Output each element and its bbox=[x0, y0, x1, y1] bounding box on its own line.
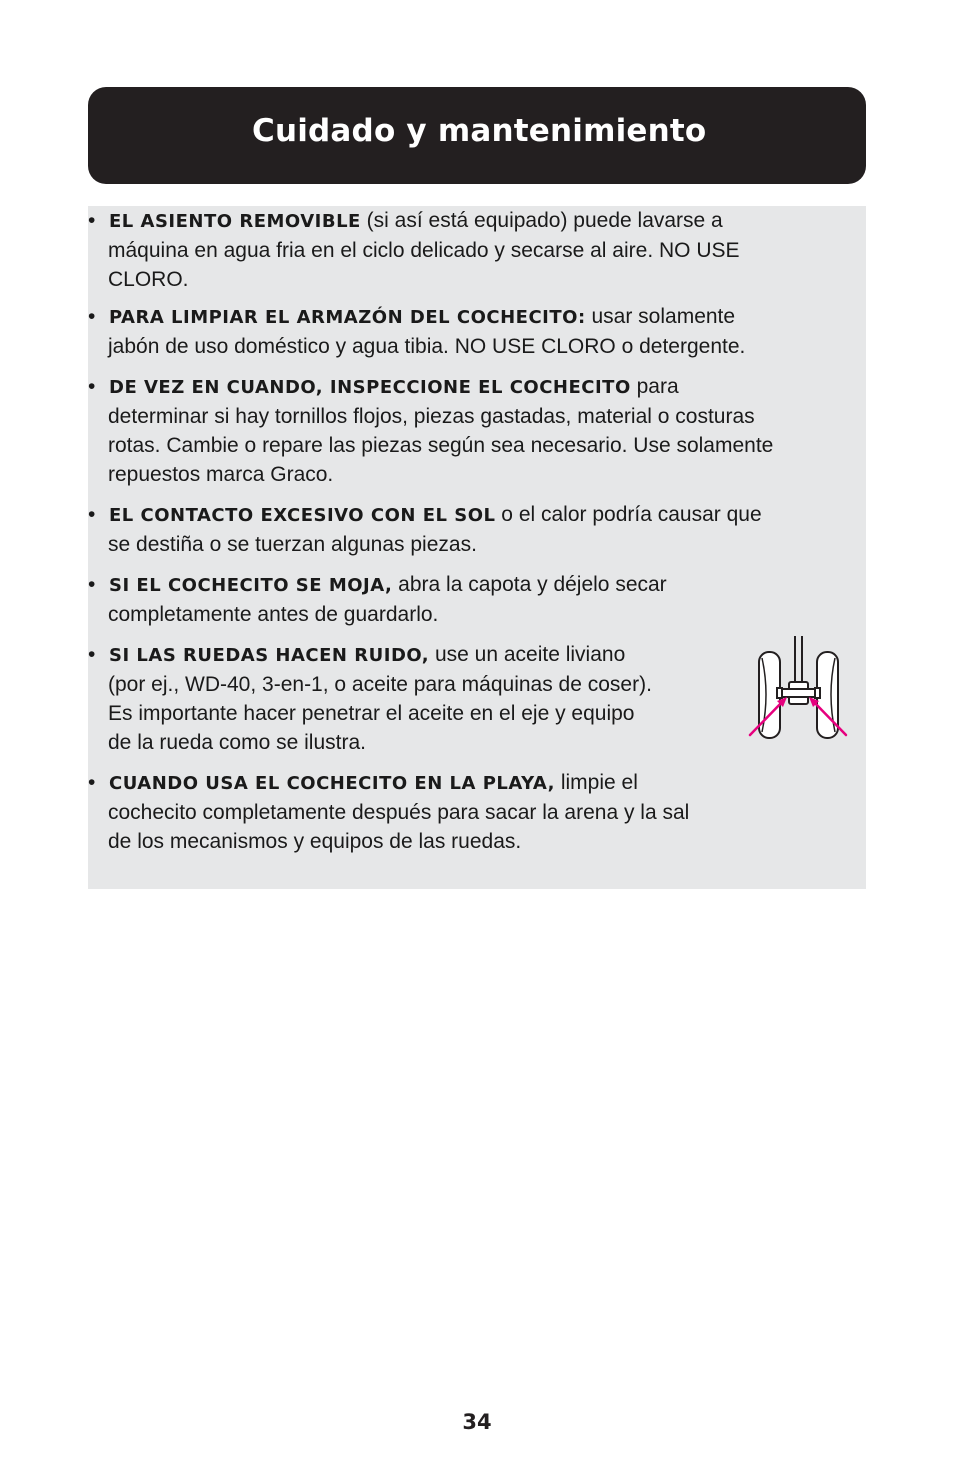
bullet: • bbox=[88, 573, 96, 596]
item-text: jabón de uso doméstico y agua tibia. NO USE CLORO o detergente. bbox=[108, 335, 746, 358]
bullet: • bbox=[88, 643, 96, 666]
item-text: de la rueda como se ilustra. bbox=[108, 731, 366, 754]
item-text: use un aceite liviano bbox=[429, 643, 626, 666]
bullet: • bbox=[88, 503, 96, 526]
item-text: de los mecanismos y equipos de las ruedas. bbox=[108, 830, 522, 853]
item-text: (por ej., WD-40, 3-en-1, o aceite para máquinas de coser). bbox=[108, 673, 652, 696]
item-text: usar solamente bbox=[585, 305, 736, 328]
item-heading: PARA LIMPIAR EL ARMAZÓN DEL COCHECITO: bbox=[109, 307, 586, 328]
item-text: repuestos marca Graco. bbox=[108, 463, 334, 486]
item-text: CLORO. bbox=[108, 268, 189, 291]
item-heading: DE VEZ EN CUANDO, INSPECCIONE EL COCHECITO bbox=[109, 377, 631, 398]
item-text: determinar si hay tornillos flojos, piezas gastadas, material o costuras bbox=[108, 405, 755, 428]
list-item-removable-seat bbox=[88, 206, 740, 294]
section-title-bar bbox=[88, 87, 866, 184]
list-item-beach-use bbox=[88, 768, 689, 856]
item-text: (si así está equipado) puede lavarse a bbox=[360, 209, 723, 232]
bullet: • bbox=[88, 305, 96, 328]
item-text: rotas. Cambie o repare las piezas según sea necesario. Use solamente bbox=[108, 434, 774, 457]
page-title: Cuidado y mantenimiento bbox=[252, 113, 707, 149]
item-text: máquina en agua fria en el ciclo delicado y secarse al aire. NO USE bbox=[108, 239, 740, 262]
item-text: completamente antes de guardarlo. bbox=[108, 603, 439, 626]
item-heading: SI LAS RUEDAS HACEN RUIDO, bbox=[109, 645, 430, 666]
list-item-sun-exposure bbox=[88, 500, 762, 559]
bullet: • bbox=[88, 375, 96, 398]
item-heading: SI EL COCHECITO SE MOJA, bbox=[109, 575, 393, 596]
item-text: limpie el bbox=[555, 771, 638, 794]
item-heading: EL ASIENTO REMOVIBLE bbox=[109, 211, 361, 232]
item-text: se destiña o se tuerzan algunas piezas. bbox=[108, 533, 477, 556]
item-text: o el calor podría causar que bbox=[495, 503, 762, 526]
stroller-wheel-oil-points-icon bbox=[748, 636, 848, 744]
list-item-wet-stroller bbox=[88, 570, 667, 629]
item-heading: EL CONTACTO EXCESIVO CON EL SOL bbox=[109, 505, 496, 526]
list-item-frame-cleaning bbox=[88, 302, 745, 361]
item-heading: CUANDO USA EL COCHECITO EN LA PLAYA, bbox=[109, 773, 556, 794]
item-text: abra la capota y déjelo secar bbox=[392, 573, 667, 596]
item-text: cochecito completamente después para sacar la arena y la sal bbox=[108, 801, 690, 824]
page-number: 34 bbox=[462, 1410, 492, 1434]
care-instructions-panel bbox=[88, 206, 866, 889]
item-text: Es importante hacer penetrar el aceite en el eje y equipo bbox=[108, 702, 635, 725]
list-item-inspection bbox=[88, 372, 773, 489]
item-text: para bbox=[630, 375, 679, 398]
list-item-noisy-wheels bbox=[88, 640, 652, 757]
bullet: • bbox=[88, 771, 96, 794]
bullet: • bbox=[88, 209, 96, 232]
